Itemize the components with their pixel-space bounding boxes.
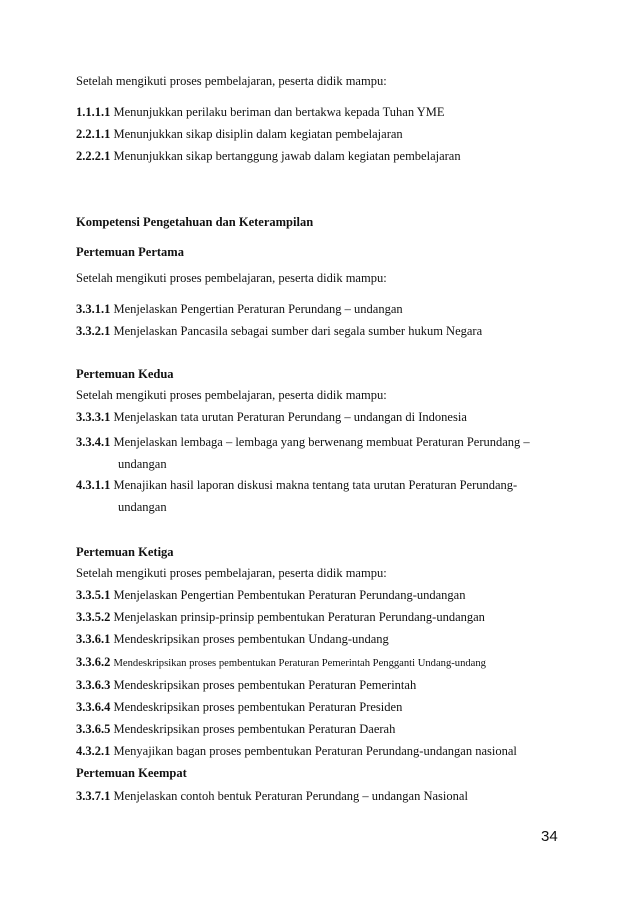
item-text: Menyajikan bagan proses pembentukan Peraturan Perundang-undangan nasional [113, 744, 517, 758]
item-code: 3.3.6.3 [76, 678, 111, 692]
list-item [76, 632, 389, 647]
intro-text: Setelah mengikuti proses pembelajaran, peserta didik mampu: [76, 388, 387, 402]
meeting-heading: Pertemuan Pertama [76, 245, 184, 259]
item-code: 3.3.3.1 [76, 410, 111, 424]
list-item [76, 410, 467, 425]
page-number: 34 [541, 828, 558, 845]
item-code: 3.3.2.1 [76, 324, 111, 338]
item-code: 3.3.6.4 [76, 700, 111, 714]
meeting-heading: Pertemuan Ketiga [76, 545, 174, 559]
list-item [76, 149, 461, 164]
item-code: 3.3.5.2 [76, 610, 111, 624]
list-item [76, 302, 403, 317]
list-item [76, 127, 403, 142]
item-text: Menunjukkan sikap bertanggung jawab dalam kegiatan pembelajaran [113, 149, 461, 163]
item-code: 4.3.2.1 [76, 744, 111, 758]
item-text: Mendeskripsikan proses pembentukan Peraturan Daerah [113, 722, 396, 736]
item-text: Mendeskripsikan proses pembentukan Peraturan Pemerintah Pengganti Undang-undang [113, 658, 486, 669]
list-item [76, 655, 486, 671]
list-item-continuation: undangan [118, 500, 167, 514]
list-item [76, 678, 416, 693]
item-text: Menunjukkan sikap disiplin dalam kegiatan pembelajaran [113, 127, 403, 141]
item-text: Menunjukkan perilaku beriman dan bertakwa kepada Tuhan YME [113, 105, 445, 119]
section-heading: Kompetensi Pengetahuan dan Keterampilan [76, 215, 314, 229]
list-item [76, 722, 395, 737]
item-text: Menjelaskan tata urutan Peraturan Perundang – undangan di Indonesia [113, 410, 467, 424]
item-code: 1.1.1.1 [76, 105, 111, 119]
item-text: Mendeskripsikan proses pembentukan Undang-undang [113, 632, 389, 646]
item-text: Menjelaskan contoh bentuk Peraturan Perundang – undangan Nasional [113, 789, 468, 803]
item-code: 3.3.5.1 [76, 588, 111, 602]
list-item [76, 105, 445, 120]
item-text: Menjelaskan lembaga – lembaga yang berwenang membuat Peraturan Perundang – [113, 435, 530, 449]
item-text: Menjelaskan Pancasila sebagai sumber dari segala sumber hukum Negara [113, 324, 483, 338]
list-item [76, 700, 402, 715]
item-code: 4.3.1.1 [76, 478, 111, 492]
item-code: 3.3.7.1 [76, 789, 111, 803]
item-text: Mendeskripsikan proses pembentukan Peraturan Presiden [113, 700, 403, 714]
list-item [76, 435, 530, 450]
intro-text: Setelah mengikuti proses pembelajaran, peserta didik mampu: [76, 566, 387, 580]
intro-text: Setelah mengikuti proses pembelajaran, peserta didik mampu: [76, 271, 387, 285]
item-code: 3.3.6.1 [76, 632, 111, 646]
item-text: Menajikan hasil laporan diskusi makna tentang tata urutan Peraturan Perundang- [113, 478, 518, 492]
list-item [76, 324, 482, 339]
intro-text: Setelah mengikuti proses pembelajaran, peserta didik mampu: [76, 74, 387, 88]
list-item [76, 478, 517, 493]
item-code: 3.3.6.2 [76, 655, 111, 669]
item-text: Menjelaskan Pengertian Pembentukan Peraturan Perundang-undangan [113, 588, 466, 602]
item-code: 3.3.6.5 [76, 722, 111, 736]
item-text: Mendeskripsikan proses pembentukan Peraturan Pemerintah [113, 678, 417, 692]
meeting-heading: Pertemuan Kedua [76, 367, 174, 381]
item-text: Menjelaskan Pengertian Peraturan Perundang – undangan [113, 302, 403, 316]
list-item [76, 588, 465, 603]
item-text: Menjelaskan prinsip-prinsip pembentukan Peraturan Perundang-undangan [113, 610, 485, 624]
list-item [76, 744, 517, 759]
list-item-continuation: undangan [118, 457, 167, 471]
item-code: 3.3.4.1 [76, 435, 111, 449]
meeting-heading: Pertemuan Keempat [76, 766, 187, 780]
item-code: 3.3.1.1 [76, 302, 111, 316]
list-item [76, 610, 485, 625]
list-item [76, 789, 468, 804]
item-code: 2.2.2.1 [76, 149, 111, 163]
item-code: 2.2.1.1 [76, 127, 111, 141]
